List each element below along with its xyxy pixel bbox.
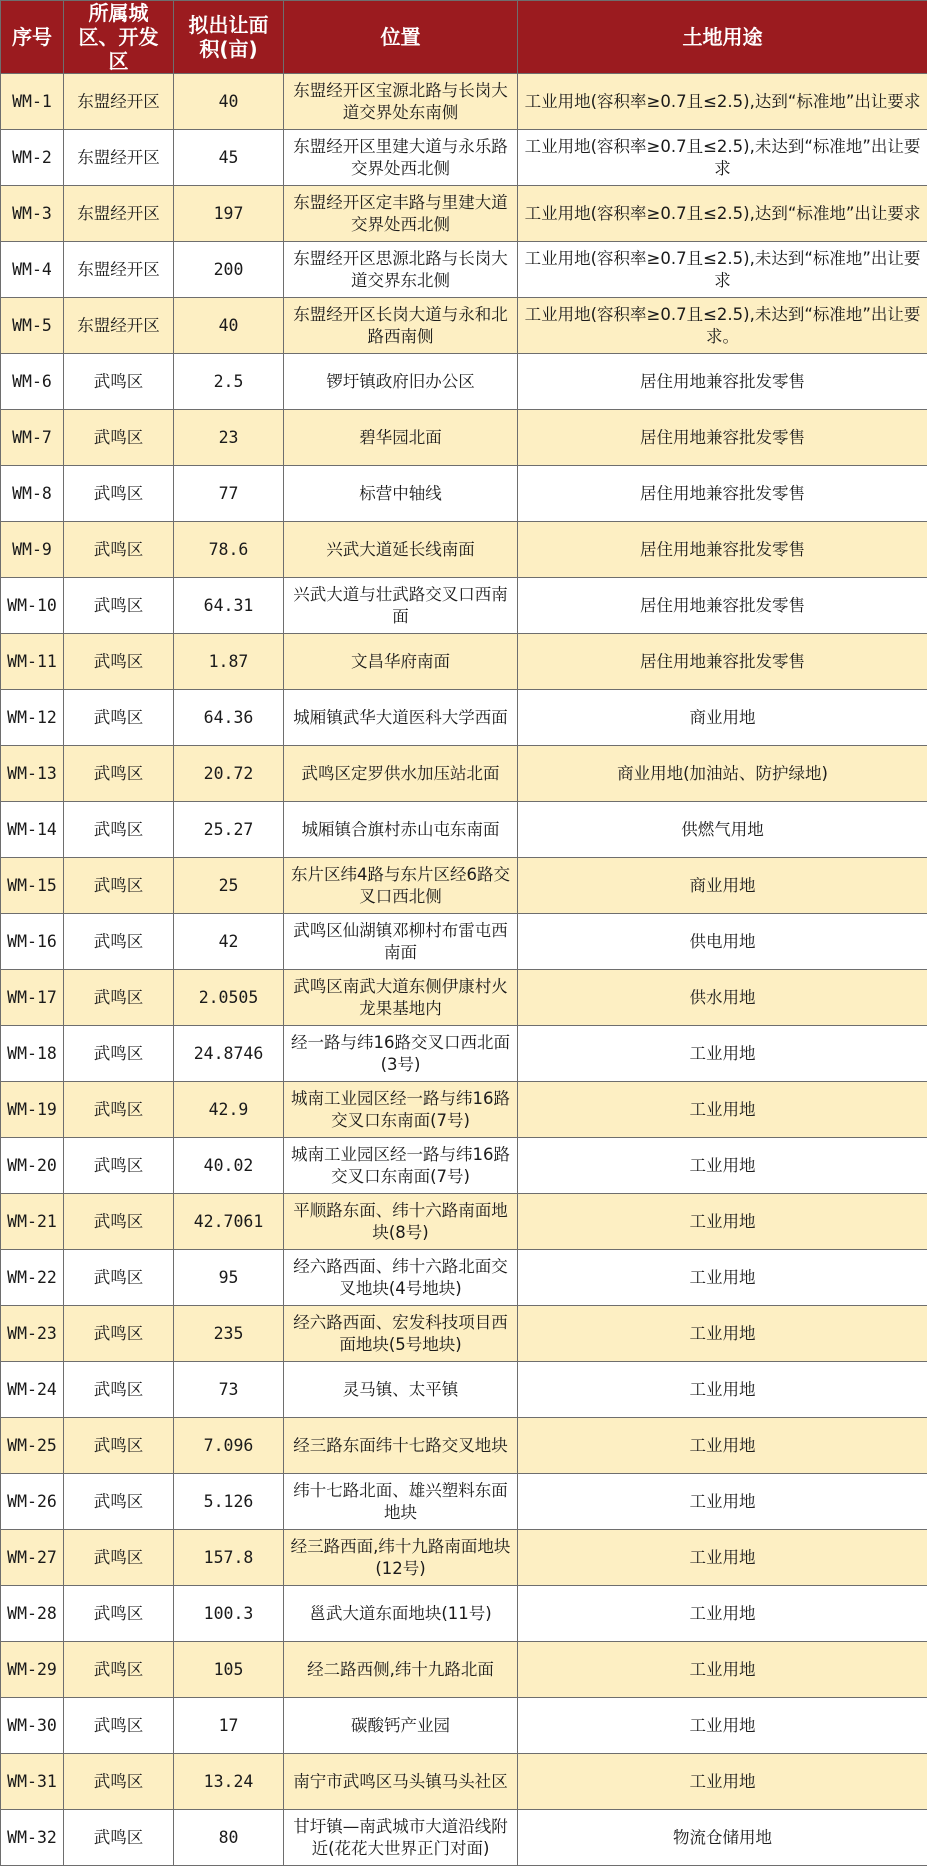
cell-district: 东盟经开区 (64, 242, 174, 298)
cell-location: 平顺路东面、纬十六路南面地块(8号) (284, 1194, 518, 1250)
cell-land-use: 工业用地(容积率≥0.7且≤2.5),达到“标准地”出让要求 (518, 186, 927, 242)
cell-location: 武鸣区仙湖镇邓柳村布雷屯西南面 (284, 914, 518, 970)
table-row (1, 858, 927, 914)
table-row (1, 1306, 927, 1362)
table-row (1, 466, 927, 522)
cell-id: WM-27 (1, 1530, 64, 1586)
cell-id: WM-19 (1, 1082, 64, 1138)
table-row (1, 802, 927, 858)
cell-land-use: 工业用地 (518, 1698, 927, 1754)
table-row (1, 746, 927, 802)
table-row (1, 74, 927, 130)
cell-id: WM-15 (1, 858, 64, 914)
cell-land-use: 工业用地 (518, 1418, 927, 1474)
cell-area: 13.24 (174, 1754, 284, 1810)
cell-land-use: 居住用地兼容批发零售 (518, 522, 927, 578)
cell-district: 武鸣区 (64, 690, 174, 746)
cell-id: WM-6 (1, 354, 64, 410)
cell-district: 武鸣区 (64, 1474, 174, 1530)
cell-id: WM-9 (1, 522, 64, 578)
table-row (1, 1586, 927, 1642)
cell-land-use: 工业用地 (518, 1082, 927, 1138)
cell-location: 城厢镇武华大道医科大学西面 (284, 690, 518, 746)
table-row (1, 1362, 927, 1418)
cell-location: 兴武大道与壮武路交叉口西南面 (284, 578, 518, 634)
cell-location: 经二路西侧,纬十九路北面 (284, 1642, 518, 1698)
cell-id: WM-11 (1, 634, 64, 690)
cell-id: WM-32 (1, 1810, 64, 1866)
cell-district: 武鸣区 (64, 1418, 174, 1474)
table-row (1, 1754, 927, 1810)
table-row (1, 1250, 927, 1306)
table-row (1, 186, 927, 242)
cell-land-use: 工业用地(容积率≥0.7且≤2.5),未达到“标准地”出让要求 (518, 130, 927, 186)
cell-location: 武鸣区南武大道东侧伊康村火龙果基地内 (284, 970, 518, 1026)
table-row (1, 1642, 927, 1698)
table-row (1, 410, 927, 466)
cell-area: 40.02 (174, 1138, 284, 1194)
cell-id: WM-7 (1, 410, 64, 466)
cell-district: 武鸣区 (64, 1194, 174, 1250)
cell-district: 东盟经开区 (64, 74, 174, 130)
cell-district: 武鸣区 (64, 522, 174, 578)
table-row (1, 914, 927, 970)
table-row (1, 1418, 927, 1474)
cell-land-use: 工业用地 (518, 1362, 927, 1418)
cell-area: 7.096 (174, 1418, 284, 1474)
header-id: 序号 (1, 1, 64, 74)
cell-district: 武鸣区 (64, 1306, 174, 1362)
cell-id: WM-14 (1, 802, 64, 858)
cell-area: 42.9 (174, 1082, 284, 1138)
header-district: 所属城区、开发区 (64, 1, 174, 74)
cell-land-use: 居住用地兼容批发零售 (518, 634, 927, 690)
cell-district: 武鸣区 (64, 1250, 174, 1306)
cell-location: 东盟经开区长岗大道与永和北路西南侧 (284, 298, 518, 354)
cell-district: 武鸣区 (64, 1362, 174, 1418)
cell-area: 2.5 (174, 354, 284, 410)
cell-land-use: 工业用地 (518, 1194, 927, 1250)
cell-area: 105 (174, 1642, 284, 1698)
table-row (1, 298, 927, 354)
cell-location: 城南工业园区经一路与纬16路交叉口东南面(7号) (284, 1138, 518, 1194)
cell-district: 东盟经开区 (64, 186, 174, 242)
cell-land-use: 商业用地 (518, 858, 927, 914)
cell-land-use: 商业用地(加油站、防护绿地) (518, 746, 927, 802)
table-row (1, 130, 927, 186)
cell-land-use: 工业用地 (518, 1138, 927, 1194)
cell-id: WM-30 (1, 1698, 64, 1754)
cell-location: 经六路西面、纬十六路北面交叉地块(4号地块) (284, 1250, 518, 1306)
cell-area: 235 (174, 1306, 284, 1362)
cell-id: WM-16 (1, 914, 64, 970)
cell-location: 经六路西面、宏发科技项目西面地块(5号地块) (284, 1306, 518, 1362)
cell-location: 标营中轴线 (284, 466, 518, 522)
cell-location: 武鸣区定罗供水加压站北面 (284, 746, 518, 802)
cell-location: 碧华园北面 (284, 410, 518, 466)
cell-location: 兴武大道延长线南面 (284, 522, 518, 578)
cell-area: 200 (174, 242, 284, 298)
cell-id: WM-25 (1, 1418, 64, 1474)
cell-location: 东盟经开区里建大道与永乐路交界处西北侧 (284, 130, 518, 186)
cell-location: 纬十七路北面、雄兴塑料东面地块 (284, 1474, 518, 1530)
table-row (1, 1810, 927, 1866)
cell-area: 17 (174, 1698, 284, 1754)
cell-location: 城南工业园区经一路与纬16路交叉口东南面(7号) (284, 1082, 518, 1138)
cell-area: 1.87 (174, 634, 284, 690)
cell-area: 64.31 (174, 578, 284, 634)
cell-land-use: 工业用地(容积率≥0.7且≤2.5),达到“标准地”出让要求 (518, 74, 927, 130)
cell-location: 经一路与纬16路交叉口西北面(3号) (284, 1026, 518, 1082)
cell-id: WM-1 (1, 74, 64, 130)
cell-land-use: 工业用地 (518, 1530, 927, 1586)
cell-location: 文昌华府南面 (284, 634, 518, 690)
cell-land-use: 工业用地 (518, 1754, 927, 1810)
header-area: 拟出让面积(亩) (174, 1, 284, 74)
table-row (1, 1698, 927, 1754)
cell-district: 武鸣区 (64, 1026, 174, 1082)
cell-district: 武鸣区 (64, 466, 174, 522)
cell-district: 武鸣区 (64, 858, 174, 914)
cell-location: 锣圩镇政府旧办公区 (284, 354, 518, 410)
cell-land-use: 工业用地 (518, 1586, 927, 1642)
cell-district: 东盟经开区 (64, 298, 174, 354)
cell-land-use: 工业用地 (518, 1474, 927, 1530)
table-row (1, 354, 927, 410)
cell-id: WM-20 (1, 1138, 64, 1194)
cell-area: 25 (174, 858, 284, 914)
table-row (1, 578, 927, 634)
cell-area: 78.6 (174, 522, 284, 578)
cell-id: WM-18 (1, 1026, 64, 1082)
table-row (1, 634, 927, 690)
cell-district: 武鸣区 (64, 578, 174, 634)
cell-district: 武鸣区 (64, 1082, 174, 1138)
cell-id: WM-24 (1, 1362, 64, 1418)
cell-land-use: 供燃气用地 (518, 802, 927, 858)
cell-land-use: 供水用地 (518, 970, 927, 1026)
cell-location: 东盟经开区宝源北路与长岗大道交界处东南侧 (284, 74, 518, 130)
cell-id: WM-13 (1, 746, 64, 802)
cell-location: 城厢镇合旗村赤山屯东南面 (284, 802, 518, 858)
cell-area: 20.72 (174, 746, 284, 802)
cell-id: WM-12 (1, 690, 64, 746)
cell-id: WM-17 (1, 970, 64, 1026)
table-row (1, 1082, 927, 1138)
cell-district: 东盟经开区 (64, 130, 174, 186)
cell-area: 45 (174, 130, 284, 186)
cell-land-use: 商业用地 (518, 690, 927, 746)
cell-area: 73 (174, 1362, 284, 1418)
cell-land-use: 居住用地兼容批发零售 (518, 466, 927, 522)
cell-district: 武鸣区 (64, 1138, 174, 1194)
table-body (1, 74, 927, 1866)
cell-area: 77 (174, 466, 284, 522)
cell-id: WM-3 (1, 186, 64, 242)
cell-area: 24.8746 (174, 1026, 284, 1082)
table-row (1, 522, 927, 578)
table-row (1, 242, 927, 298)
cell-land-use: 工业用地(容积率≥0.7且≤2.5),未达到“标准地”出让要求。 (518, 298, 927, 354)
cell-area: 2.0505 (174, 970, 284, 1026)
table-row (1, 1474, 927, 1530)
cell-land-use: 工业用地(容积率≥0.7且≤2.5),未达到“标准地”出让要求 (518, 242, 927, 298)
cell-district: 武鸣区 (64, 1698, 174, 1754)
cell-location: 南宁市武鸣区马头镇马头社区 (284, 1754, 518, 1810)
table-row (1, 970, 927, 1026)
table-header-row (1, 1, 927, 74)
table-row (1, 690, 927, 746)
cell-area: 197 (174, 186, 284, 242)
cell-land-use: 居住用地兼容批发零售 (518, 578, 927, 634)
cell-location: 邕武大道东面地块(11号) (284, 1586, 518, 1642)
cell-id: WM-22 (1, 1250, 64, 1306)
cell-id: WM-23 (1, 1306, 64, 1362)
cell-id: WM-31 (1, 1754, 64, 1810)
cell-district: 武鸣区 (64, 746, 174, 802)
cell-id: WM-26 (1, 1474, 64, 1530)
cell-area: 64.36 (174, 690, 284, 746)
cell-id: WM-2 (1, 130, 64, 186)
cell-location: 经三路西面,纬十九路南面地块(12号) (284, 1530, 518, 1586)
cell-id: WM-29 (1, 1642, 64, 1698)
header-location: 位置 (284, 1, 518, 74)
cell-district: 武鸣区 (64, 1810, 174, 1866)
cell-area: 95 (174, 1250, 284, 1306)
header-land-use: 土地用途 (518, 1, 927, 74)
cell-area: 5.126 (174, 1474, 284, 1530)
cell-district: 武鸣区 (64, 1586, 174, 1642)
cell-id: WM-5 (1, 298, 64, 354)
cell-id: WM-28 (1, 1586, 64, 1642)
table-row (1, 1530, 927, 1586)
cell-district: 武鸣区 (64, 970, 174, 1026)
cell-district: 武鸣区 (64, 1530, 174, 1586)
cell-id: WM-21 (1, 1194, 64, 1250)
cell-district: 武鸣区 (64, 802, 174, 858)
cell-district: 武鸣区 (64, 410, 174, 466)
cell-district: 武鸣区 (64, 1642, 174, 1698)
cell-district: 武鸣区 (64, 914, 174, 970)
cell-area: 40 (174, 74, 284, 130)
cell-area: 100.3 (174, 1586, 284, 1642)
cell-area: 42 (174, 914, 284, 970)
cell-district: 武鸣区 (64, 1754, 174, 1810)
cell-area: 42.7061 (174, 1194, 284, 1250)
cell-area: 25.27 (174, 802, 284, 858)
cell-location: 经三路东面纬十七路交叉地块 (284, 1418, 518, 1474)
cell-location: 东盟经开区思源北路与长岗大道交界东北侧 (284, 242, 518, 298)
cell-land-use: 工业用地 (518, 1250, 927, 1306)
cell-id: WM-8 (1, 466, 64, 522)
cell-area: 80 (174, 1810, 284, 1866)
cell-id: WM-4 (1, 242, 64, 298)
cell-land-use: 居住用地兼容批发零售 (518, 410, 927, 466)
table-row (1, 1026, 927, 1082)
table-row (1, 1138, 927, 1194)
cell-area: 23 (174, 410, 284, 466)
cell-land-use: 工业用地 (518, 1306, 927, 1362)
cell-location: 碳酸钙产业园 (284, 1698, 518, 1754)
cell-location: 甘圩镇—南武城市大道沿线附近(花花大世界正门对面) (284, 1810, 518, 1866)
cell-land-use: 物流仓储用地 (518, 1810, 927, 1866)
cell-area: 157.8 (174, 1530, 284, 1586)
cell-district: 武鸣区 (64, 354, 174, 410)
table-row (1, 1194, 927, 1250)
cell-location: 东片区纬4路与东片区经6路交叉口西北侧 (284, 858, 518, 914)
cell-location: 灵马镇、太平镇 (284, 1362, 518, 1418)
cell-land-use: 工业用地 (518, 1026, 927, 1082)
cell-id: WM-10 (1, 578, 64, 634)
cell-district: 武鸣区 (64, 634, 174, 690)
cell-land-use: 工业用地 (518, 1642, 927, 1698)
cell-land-use: 供电用地 (518, 914, 927, 970)
cell-land-use: 居住用地兼容批发零售 (518, 354, 927, 410)
cell-area: 40 (174, 298, 284, 354)
cell-location: 东盟经开区定丰路与里建大道交界处西北侧 (284, 186, 518, 242)
